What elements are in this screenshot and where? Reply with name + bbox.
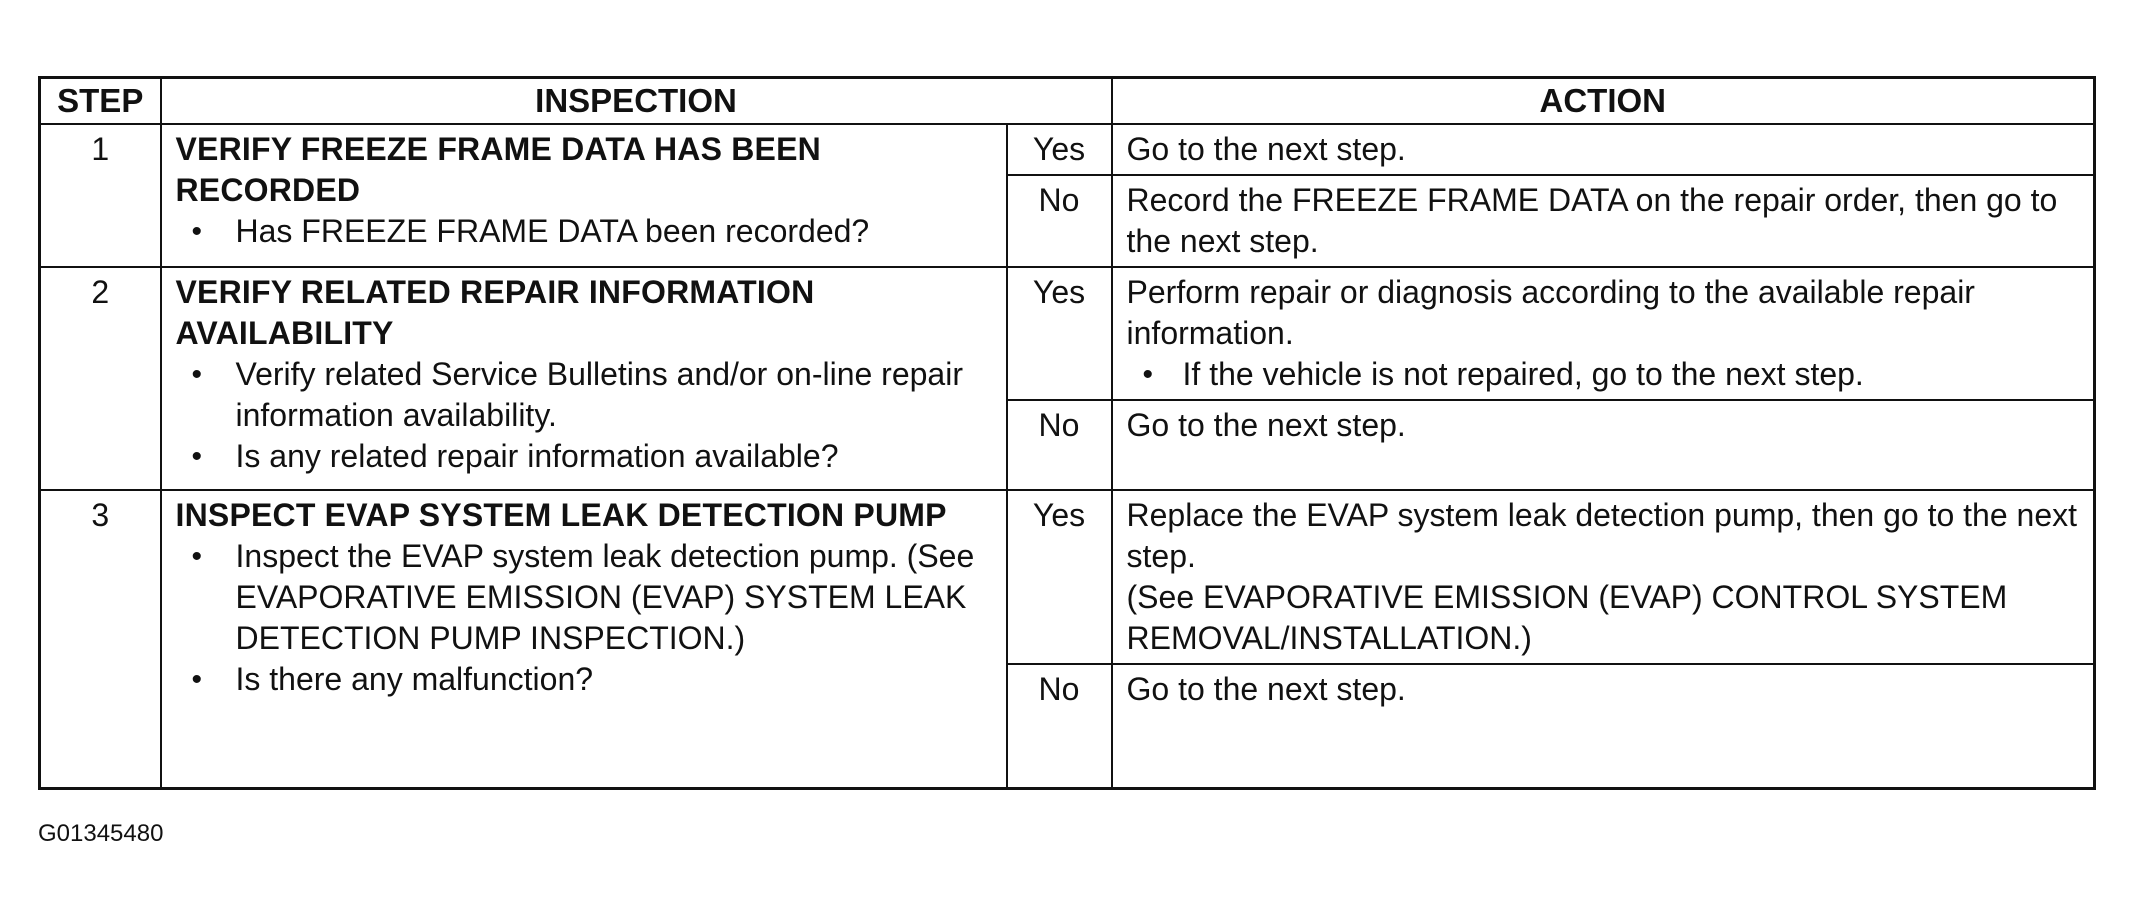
yes-action xyxy=(1112,124,2095,175)
bullet-text: If the vehicle is not repaired, go to the next step. xyxy=(1182,356,1864,392)
bullet-icon: • xyxy=(191,440,203,473)
table-row xyxy=(40,124,2095,175)
inspection-title: VERIFY RELATED REPAIR INFORMATION AVAILABILITY xyxy=(175,274,815,351)
bullet-icon: • xyxy=(191,540,203,573)
inspection-cell xyxy=(161,490,1007,788)
step-number: 3 xyxy=(40,490,161,788)
header-inspection: INSPECTION xyxy=(161,78,1112,125)
no-action-text: Record the FREEZE FRAME DATA on the repair order, then go to the next step. xyxy=(1126,182,2058,259)
list-item xyxy=(176,659,996,700)
no-action xyxy=(1112,400,2095,490)
bullet-text: Is any related repair information available? xyxy=(235,438,839,474)
bullet-text: Inspect the EVAP system leak detection pump. (See EVAPORATIVE EMISSION (EVAP) SYSTEM LEAK DETECTION PUMP INSPECTION.) xyxy=(235,538,975,656)
inspection-cell xyxy=(161,124,1007,267)
table-row xyxy=(40,267,2095,400)
action-bullets xyxy=(1127,354,2083,395)
table-header-row xyxy=(40,78,2095,125)
list-item xyxy=(176,436,996,477)
yes-action-reference: (See EVAPORATIVE EMISSION (EVAP) CONTROL SYSTEM REMOVAL/INSTALLATION.) xyxy=(1126,579,2008,656)
inspection-bullets xyxy=(176,536,996,700)
list-item xyxy=(1127,354,2083,395)
yes-action xyxy=(1112,490,2095,664)
bullet-icon: • xyxy=(1142,358,1154,391)
yes-action-text: Perform repair or diagnosis according to the available repair information. xyxy=(1126,274,1975,351)
yes-action-text: Replace the EVAP system leak detection pump, then go to the next step. xyxy=(1126,497,2078,574)
no-action xyxy=(1112,175,2095,267)
no-label: No xyxy=(1007,400,1112,490)
list-item xyxy=(176,211,996,252)
no-label: No xyxy=(1007,664,1112,788)
no-action xyxy=(1112,664,2095,788)
list-item xyxy=(176,354,996,436)
step-number: 2 xyxy=(40,267,161,490)
inspection-bullets xyxy=(176,211,996,252)
yes-label: Yes xyxy=(1007,267,1112,400)
inspection-cell xyxy=(161,267,1007,490)
diagnostic-procedure-table xyxy=(38,76,2096,790)
no-action-text: Go to the next step. xyxy=(1126,671,1406,707)
header-action: ACTION xyxy=(1112,78,2095,125)
bullet-icon: • xyxy=(191,663,203,696)
yes-action-text: Go to the next step. xyxy=(1126,131,1406,167)
table-row xyxy=(40,490,2095,664)
yes-label: Yes xyxy=(1007,124,1112,175)
bullet-text: Verify related Service Bulletins and/or on-line repair information availability. xyxy=(235,356,963,433)
inspection-title: VERIFY FREEZE FRAME DATA HAS BEEN RECORDED xyxy=(175,131,821,208)
no-label: No xyxy=(1007,175,1112,267)
figure-id: G01345480 xyxy=(38,820,164,847)
yes-label: Yes xyxy=(1007,490,1112,664)
bullet-text: Is there any malfunction? xyxy=(235,661,594,697)
bullet-text: Has FREEZE FRAME DATA been recorded? xyxy=(235,213,870,249)
step-number: 1 xyxy=(40,124,161,267)
header-step: STEP xyxy=(40,78,161,125)
inspection-bullets xyxy=(176,354,996,477)
bullet-icon: • xyxy=(191,358,203,391)
list-item xyxy=(176,536,996,659)
no-action-text: Go to the next step. xyxy=(1126,407,1406,443)
yes-action xyxy=(1112,267,2095,400)
inspection-title: INSPECT EVAP SYSTEM LEAK DETECTION PUMP xyxy=(175,497,947,533)
bullet-icon: • xyxy=(191,215,203,248)
